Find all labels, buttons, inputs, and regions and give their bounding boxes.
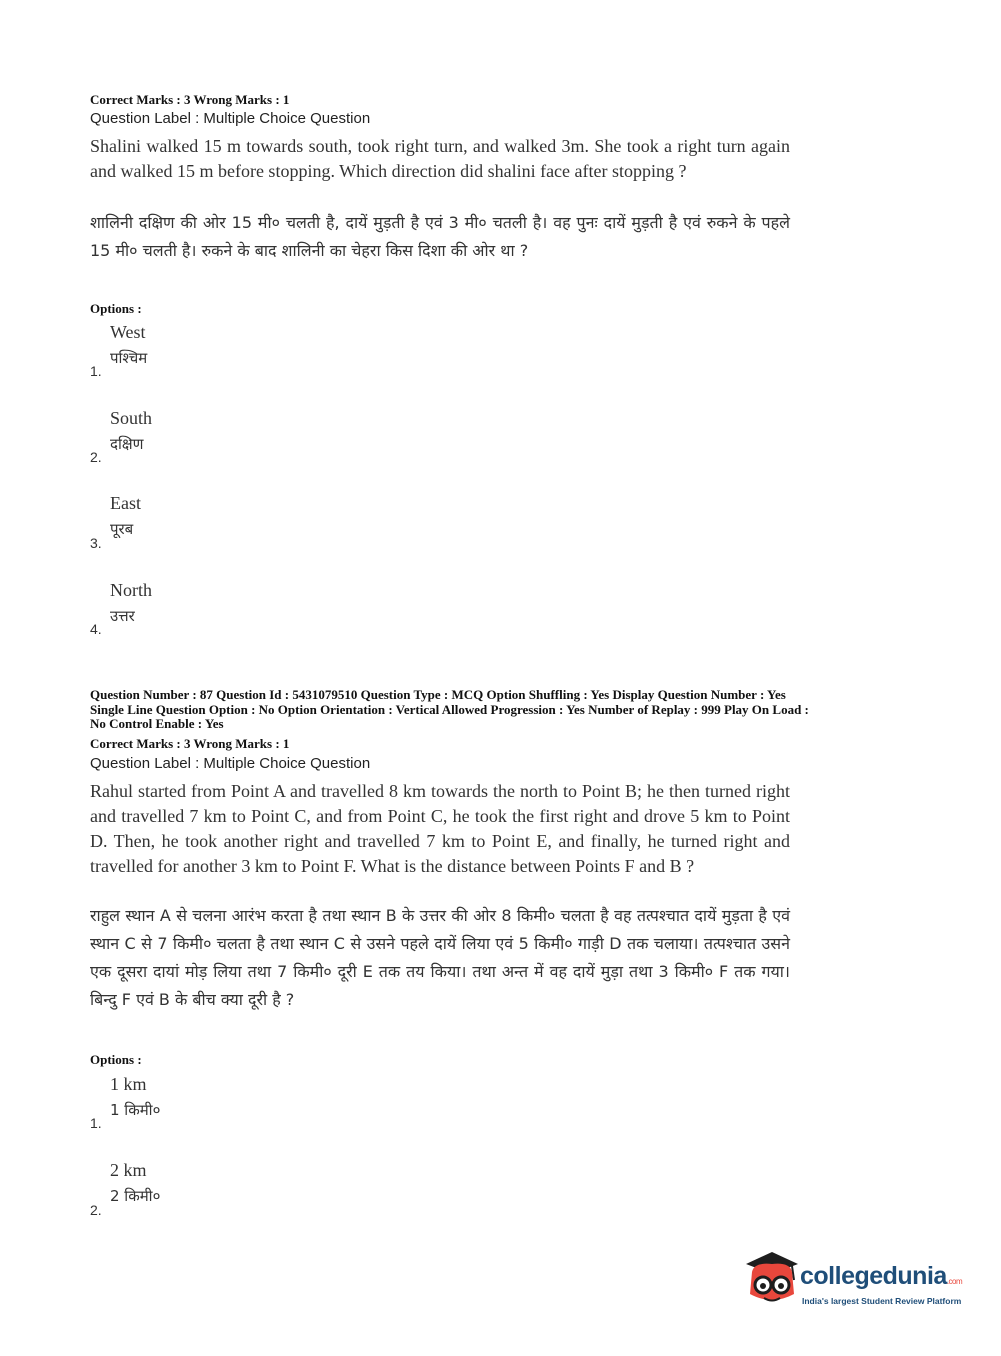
logo-suffix: .com [946,1277,963,1286]
q2-text-en: Rahul started from Point A and travelled 8 km towards the north to Point B; he then turned right and travelled 7 km to Point C, and from Point C, he took the first right and drove 5 km to Point D. Then, he took another right and travelled 7 km to Point E, and finally, he turned right and travelled for another 3 km to Point F. What is the distance between Points F and B ? [90,781,790,876]
option-text-en: North [110,580,152,600]
q2-text-hi: राहुल स्थान A से चलना आरंभ करता है तथा स्थान B के उत्तर की ओर 8 किमी० चलता है वह तत्पश्चात दायें मुड़ता है एवं स्थान C से 7 किमी० चलता है तथा स्थान C से उसने पहले दायें लिया एवं 5 किमी० गाड़ी D तक चलाया। तत्पश्चात उसने एक दूसरा दायां मोड़ लिया तथा 7 किमी० दूरी E तक तय किया। तथा अन्त में वह दायें मुड़ा तथा 3 किमी० F तक गया। बिन्दु F एवं B के बीच क्या दूरी है ? [90,906,790,1009]
logo-tagline: India's largest Student Review Platform [802,1296,962,1306]
option-number: 2. [90,449,102,465]
option-text-en: 2 km [110,1160,147,1180]
option-text-en: West [110,322,146,342]
option-text-hi: पश्चिम [110,349,148,367]
option-text-hi: पूरब [110,520,134,538]
q1-options-heading: Options : [90,301,142,316]
q2-info-line-1: Question Number : 87 Question Id : 5431079510 Question Type : MCQ Option Shuffling : Yes Display Question Number : Yes [90,687,786,702]
logo-name: collegedunia [800,1262,947,1290]
q2-marks: Correct Marks : 3 Wrong Marks : 1 [90,736,290,751]
option-text-hi: दक्षिण [110,435,144,453]
option-text-en: South [110,408,153,428]
q1-text-en: Shalini walked 15 m towards south, took right turn, and walked 3m. She took a right turn again and walked 15 m before stopping. Which direction did shalini face after stopping ? [90,136,790,181]
q1-text-hi: शालिनी दक्षिण की ओर 15 मी० चलती है, दायें मुड़ती है एवं 3 मी० चतली है। वह पुनः दायें मुड़ती है एवं रुकने के पहले 15 मी० चलती है। रुकने के बाद शालिनी का चेहरा किस दिशा की ओर था ? [90,213,790,260]
option-number: 4. [90,621,102,637]
option-text-en: East [110,493,141,513]
q1-marks: Correct Marks : 3 Wrong Marks : 1 [90,92,290,107]
mascot-icon [742,1248,802,1310]
option-number: 1. [90,1115,102,1131]
q2-info-line-2: Single Line Question Option : No Option Orientation : Vertical Allowed Progression : Yes Number of Replay : 999 Play On Load : [90,702,809,717]
q1-label: Question Label : Multiple Choice Question [90,110,371,127]
option-text-hi: 1 किमी० [110,1101,161,1119]
option-number: 1. [90,363,102,379]
option-number: 3. [90,535,102,551]
q2-label: Question Label : Multiple Choice Question [90,755,371,772]
option-number: 2. [90,1202,102,1218]
option-text-en: 1 km [110,1074,147,1094]
q2-options-heading: Options : [90,1052,142,1067]
q2-info-line-3: No Control Enable : Yes [90,716,224,731]
option-text-hi: 2 किमी० [110,1187,161,1205]
collegedunia-logo[interactable] [742,1248,967,1316]
option-text-hi: उत्तर [110,607,135,625]
